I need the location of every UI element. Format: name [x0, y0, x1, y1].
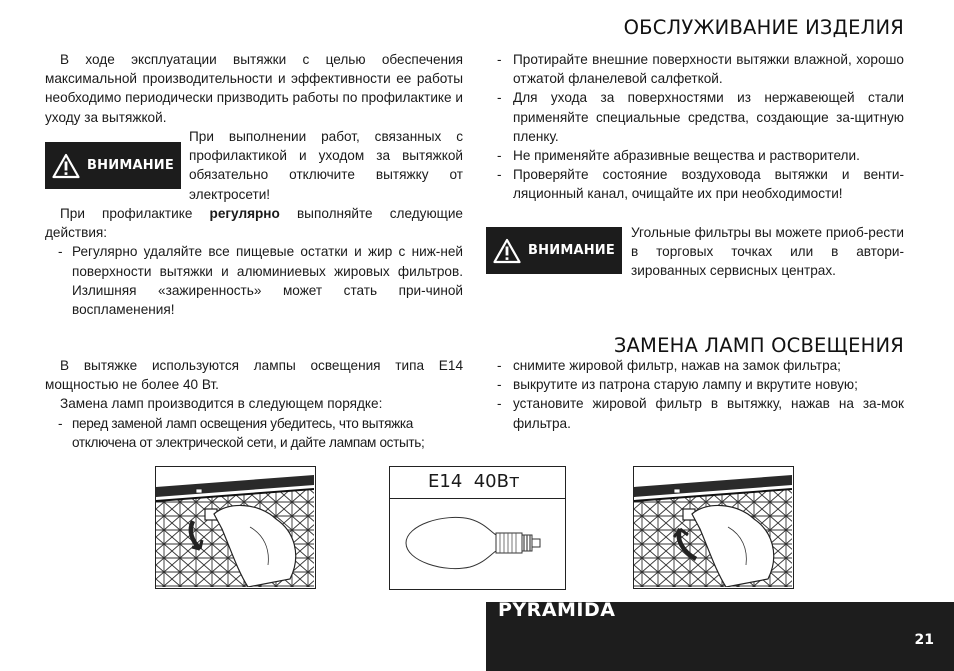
maintenance-right-list	[491, 50, 904, 204]
lamps-left-list	[45, 414, 463, 452]
figure-remove-filter	[155, 466, 316, 589]
brand-logo: PYRAMIDA	[498, 599, 616, 621]
prevention-sentence	[45, 204, 463, 242]
prevention-bold: регулярно	[209, 206, 280, 221]
list-item: - Не применяйте абразивные вещества и растворители.	[491, 146, 904, 165]
prevention-after: выполняйте следующие действия:	[45, 206, 463, 241]
warning-text-2	[631, 223, 904, 281]
figure-lamp	[389, 466, 566, 590]
maintenance-intro	[45, 50, 463, 127]
lamps-order: Замена ламп производится в следующем порядке:	[60, 396, 383, 412]
lamps-right-list	[491, 356, 904, 433]
warning-text-2-body: Угольные фильтры вы можете приоб-рести в торговых точках или в автори-зированных сервисных центрах.	[631, 225, 904, 279]
page-number: 21	[914, 632, 934, 648]
list-item: - Протирайте внешние поверхности вытяжки влажной, хорошо отжатой фланелевой салфеткой.	[491, 50, 904, 88]
maintenance-right-block	[491, 50, 904, 204]
list-item: - Проверяйте состояние воздуховода вытяжки и венти-ляционный канал, очищайте их при необходимости!	[491, 165, 904, 203]
figure-install-filter	[633, 466, 794, 589]
lamp-bulb-icon	[390, 499, 564, 589]
list-item: - установите жировой фильтр в вытяжку, нажав на за-мок фильтра.	[491, 394, 904, 432]
list-item: - выкрутите из патрона старую лампу и вкрутите новую;	[491, 375, 904, 394]
lamps-intro: В вытяжке используются лампы освещения типа E14 мощностью не более 40 Вт.	[45, 358, 463, 393]
warning-triangle-icon	[52, 153, 80, 179]
footer-bar	[486, 599, 954, 671]
prevention-before: При профилактике	[60, 206, 210, 221]
lamp-label: E14 40Вт	[390, 467, 565, 499]
hood-filter-illustration-2	[634, 467, 792, 587]
warning-label-2: ВНИМАНИЕ	[528, 243, 615, 258]
list-item: - снимите жировой фильтр, нажав на замок фильтра;	[491, 356, 904, 375]
warning-label: ВНИМАНИЕ	[87, 158, 174, 173]
warning-box-2	[486, 227, 622, 274]
warning-text	[189, 127, 463, 204]
maintenance-left-list	[45, 242, 463, 319]
list-item: - Регулярно удаляйте все пищевые остатки и жир с ниж-ней поверхности вытяжки и алюминиевых жировых фильтров. Излишняя «зажиренность» может стать при-чиной воспламенения!	[45, 242, 463, 319]
maintenance-title: ОБСЛУЖИВАНИЕ ИЗДЕЛИЯ	[623, 16, 904, 39]
warning-box	[45, 142, 181, 189]
warning-triangle-icon	[493, 238, 521, 264]
list-item: - Для ухода за поверхностями из нержавеющей стали применяйте специальные средства, создающие за-щитную пленку.	[491, 88, 904, 146]
maintenance-intro-text: В ходе эксплуатации вытяжки с целью обеспечения максимальной производительности и эффективности ее работы необходимо периодически призводить работы по профилактике и уходу за вытяжкой.	[45, 52, 463, 125]
warning-text-body: При выполнении работ, связанных с профилактикой и уходом за вытяжкой обязательно отключите вытяжку от электросети!	[189, 129, 463, 202]
lamps-left-block	[45, 356, 463, 452]
prevention-block	[45, 204, 463, 319]
lamps-title: ЗАМЕНА ЛАМП ОСВЕЩЕНИЯ	[613, 334, 904, 357]
hood-filter-illustration	[156, 467, 314, 587]
lamps-right-block	[491, 356, 904, 433]
list-item: - перед заменой ламп освещения убедитесь, что вытяжка отключена от электрической сети, и дайте лампам остыть;	[45, 414, 463, 452]
